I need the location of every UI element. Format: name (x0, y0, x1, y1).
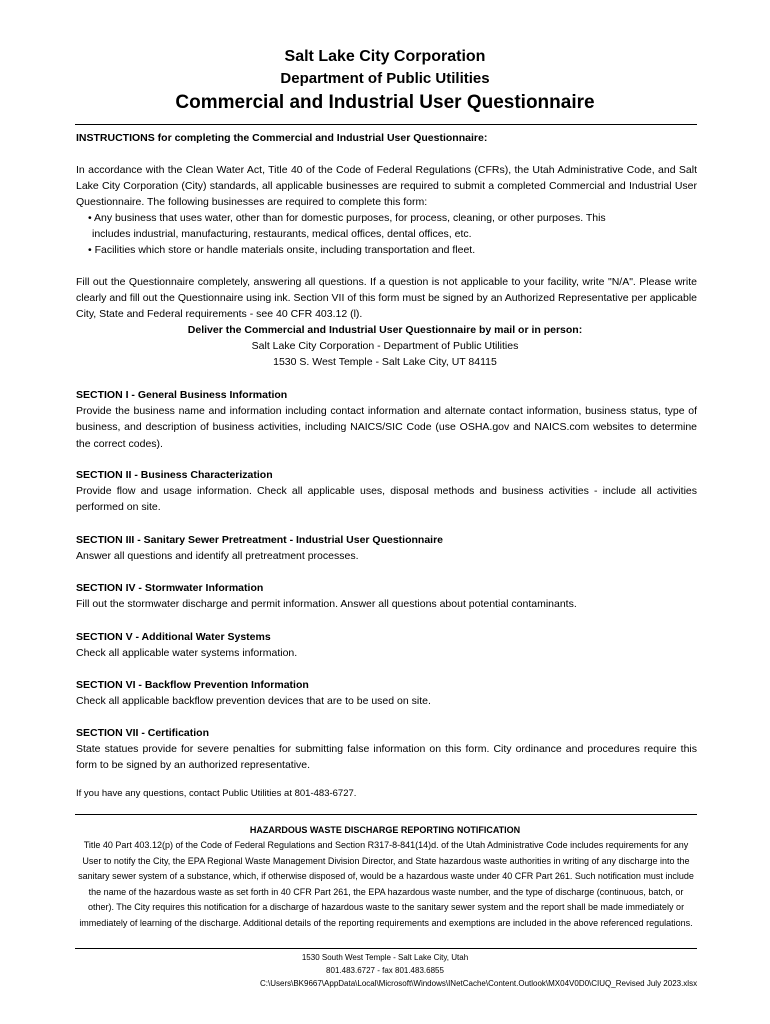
footer-file-path: C:\Users\BK9667\AppData\Local\Microsoft\Windows\INetCache\Content.Outlook\MX04V0D0\CIUQ_Revised July 2023.xlsx (260, 979, 698, 988)
section-title: SECTION I - General Business Information (76, 389, 288, 401)
section-title: SECTION II - Business Characterization (76, 469, 273, 481)
notification-divider (75, 814, 697, 815)
delivery-organization: Salt Lake City Corporation - Department of Public Utilities (251, 340, 519, 352)
section-title: SECTION IV - Stormwater Information (76, 582, 264, 594)
section-6 (76, 677, 697, 709)
section-4 (76, 580, 697, 612)
instructions-paragraph-1: In accordance with the Clean Water Act, Title 40 of the Code of Federal Regulations (CFRs), the Utah Administrative Code, and Salt Lake City Corporation (City) standards, all applicable businesses are required to submit a completed Commercial and Industrial User Questionnaire. The following businesses are required to complete this form: (76, 164, 697, 209)
section-description: Provide flow and usage information. Check all applicable uses, disposal methods and business activities - include all activities performed on site. (76, 485, 697, 514)
section-description: State statues provide for severe penalties for submitting false information on this form. City ordinance and procedures require this form to be signed by an authorized representative. (76, 743, 697, 772)
delivery-address: 1530 S. West Temple - Salt Lake City, UT 84115 (273, 356, 497, 368)
page-title: Commercial and Industrial User Questionnaire (175, 92, 595, 113)
department-name: Department of Public Utilities (280, 70, 490, 87)
instructions-title: INSTRUCTIONS for completing the Commercial and Industrial User Questionnaire: (76, 132, 488, 144)
contact-note: If you have any questions, contact Public Utilities at 801-483-6727. (76, 788, 357, 799)
org-name: Salt Lake City Corporation (284, 48, 486, 65)
section-title: SECTION VI - Backflow Prevention Information (76, 679, 309, 691)
footer-divider (75, 948, 697, 949)
document-header (0, 46, 770, 116)
section-description: Check all applicable backflow prevention devices that are to be used on site. (76, 695, 431, 708)
business-bullet-list (88, 210, 688, 259)
bullet-item-water-use-continued: includes industrial, manufacturing, restaurants, medical offices, dental offices, etc. (92, 228, 472, 241)
hazardous-waste-title: HAZARDOUS WASTE DISCHARGE REPORTING NOTIFICATION (249, 825, 521, 835)
section-3 (76, 532, 697, 564)
footer-phone: 801.483.6727 - fax 801.483.6855 (326, 966, 444, 975)
bullet-item-water-use: • Any business that uses water, other than for domestic purposes, for process, cleaning, or other purposes. This (88, 212, 606, 224)
section-2 (76, 467, 697, 516)
section-title: SECTION VII - Certification (76, 727, 210, 739)
section-7 (76, 725, 697, 774)
section-1 (76, 387, 697, 452)
footer-address: 1530 South West Temple - Salt Lake City, Utah (301, 953, 469, 962)
section-description: Provide the business name and information including contact information and alternate contact information, business status, type of business, and description of business activities, including NAICS/SIC Code (use OSHA.gov and NAICS.com websites to determine the correct codes). (76, 405, 697, 450)
section-5 (76, 629, 697, 661)
delivery-instructions: Deliver the Commercial and Industrial User Questionnaire by mail or in person: (187, 324, 583, 336)
section-description: Fill out the stormwater discharge and permit information. Answer all questions about potential contaminants. (76, 598, 577, 611)
header-divider (75, 124, 697, 125)
section-title: SECTION III - Sanitary Sewer Pretreatment - Industrial User Questionnaire (76, 534, 444, 546)
bullet-item-materials: • Facilities which store or handle materials onsite, including transportation and fleet. (88, 244, 476, 257)
section-description: Check all applicable water systems information. (76, 647, 298, 660)
hazardous-waste-text: Title 40 Part 403.12(p) of the Code of Federal Regulations and Section R317-8-841(14)d. of the Utah Administrative Code includes requirements for any User to notify the City, the EPA Regional Waste Management Division Director, and State hazardous waste authorities in writing of any discharge into the sanitary sewer system of a substance, which, if otherwise disposed of, would be a hazardous waste under 40 CFR Part 261. Such notification must include the name of the hazardous waste as set forth in 40 CFR Part 261, the EPA hazardous waste number, and the type of discharge (continuous, batch, or other). The City requires this notification for a discharge of hazardous waste to the sanitary sewer system and the report shall be made immediately or immediately of learning of the discharge. Additional details of the reporting requirements and exemptions are included in the above referenced regulations. (78, 840, 694, 928)
section-title: SECTION V - Additional Water Systems (76, 631, 271, 643)
section-description: Answer all questions and identify all pretreatment processes. (76, 550, 359, 563)
instructions-paragraph-2: Fill out the Questionnaire completely, answering all questions. If a question is not applicable to your facility, write "N/A". Please write clearly and fill out the Questionnaire using ink. Section VII of this form must be signed by an Authorized Representative per applicable City, State and Federal requirements - see 40 CFR 403.12 (l). (76, 276, 697, 321)
